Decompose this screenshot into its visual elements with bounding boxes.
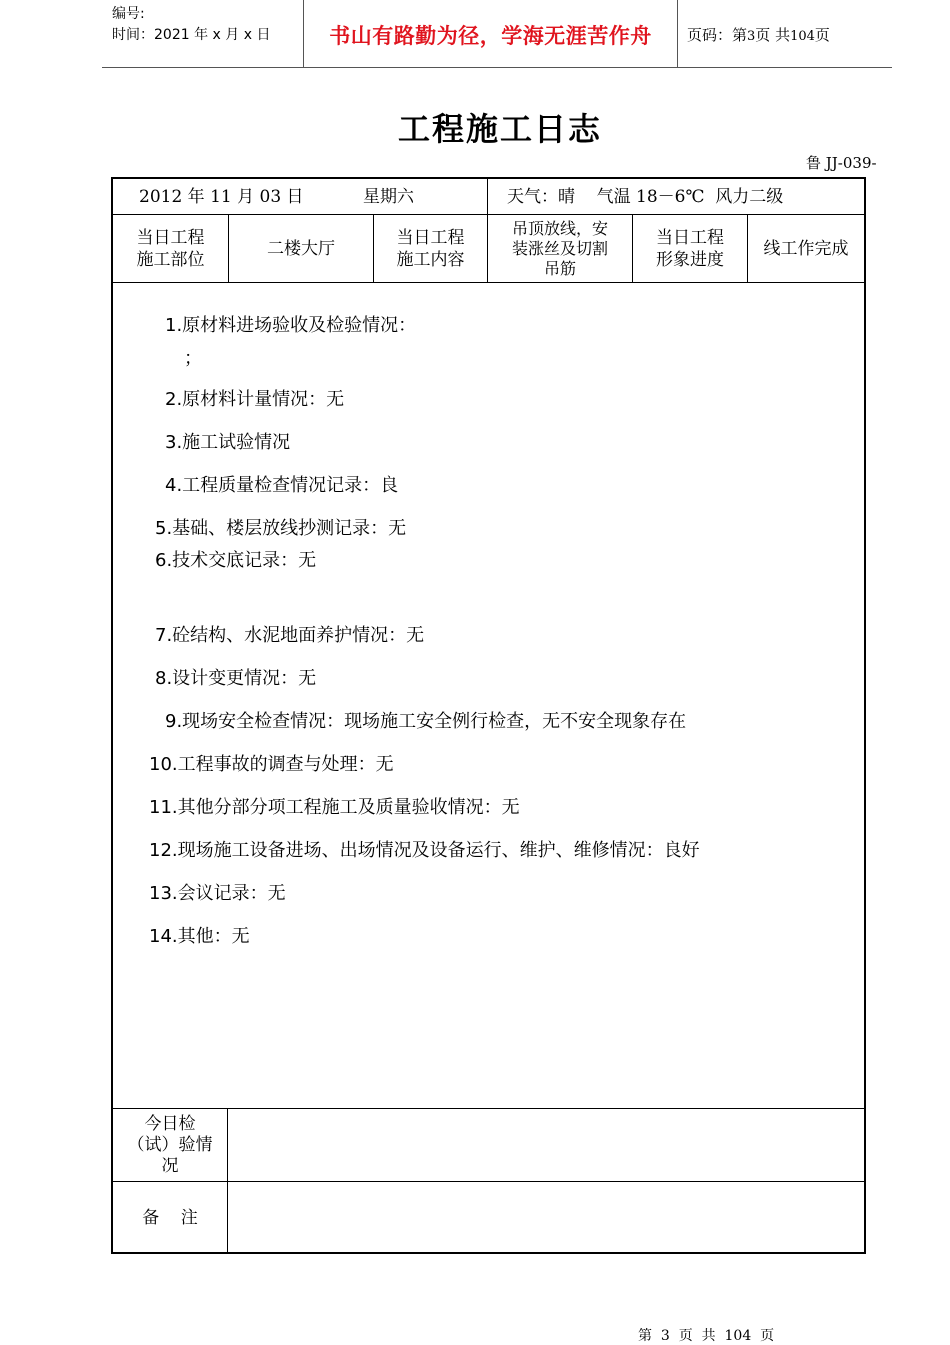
form-code: 鲁 JJ-039- — [806, 154, 877, 172]
log-weather: 天气：晴 气温 18－6℃ 风力二级 — [507, 186, 784, 207]
remarks-value — [228, 1182, 864, 1254]
list-item: 5.基础、楼层放线抄测记录：无 — [155, 518, 407, 539]
time-label: 时间：2021 年 x 月 x 日 — [112, 27, 271, 43]
location-label: 当日工程 施工部位 — [136, 227, 205, 270]
list-item: 14.其他：无 — [149, 926, 250, 947]
page-number: 3 — [747, 29, 756, 44]
list-item: 7.砼结构、水泥地面养护情况：无 — [155, 625, 425, 646]
header-motto: 书山有路勤为径，学海无涯苦作舟 — [329, 23, 652, 48]
content-value: 吊顶放线，安 装涨丝及切割 吊筋 — [511, 218, 608, 278]
list-item: 6.技术交底记录：无 — [155, 550, 317, 571]
list-item: 8.设计变更情况：无 — [155, 668, 317, 689]
number-label: 编号: — [112, 6, 145, 22]
location-value: 二楼大厅 — [267, 238, 335, 259]
list-item: 9.现场安全检查情况：现场施工安全例行检查，无不安全现象存在 — [165, 711, 687, 732]
list-item: 10.工程事故的调查与处理：无 — [149, 754, 394, 775]
list-item: 11.其他分部分项工程施工及质量验收情况：无 — [149, 797, 520, 818]
row1-col-divider — [487, 179, 488, 214]
list-item: 12.现场施工设备进场、出场情况及设备运行、维护、维修情况：良好 — [149, 840, 700, 861]
inspection-label: 今日检 （试）验情 况 — [127, 1113, 213, 1176]
list-item: 1.原材料进场验收及检验情况： — [165, 315, 417, 336]
header-underline — [102, 67, 892, 68]
progress-value: 线工作完成 — [763, 238, 849, 259]
row2-divider — [113, 282, 864, 283]
header-meta — [112, 4, 270, 46]
log-weekday: 星期六 — [363, 186, 414, 207]
list-item: 2.原材料计量情况：无 — [165, 389, 345, 410]
page-footer: 第 3 页 共 104 页 — [638, 1328, 775, 1344]
header-page-info: 页码：第3页 共104页 — [687, 26, 830, 44]
header-divider-right — [677, 0, 678, 68]
page-total: 104 — [790, 29, 815, 44]
list-item: 4.工程质量检查情况记录：良 — [165, 475, 399, 496]
list-item: 3.施工试验情况 — [165, 432, 291, 453]
list-item: ； — [184, 348, 202, 369]
content-label: 当日工程 施工内容 — [396, 227, 465, 270]
list-item: 13.会议记录：无 — [149, 883, 286, 904]
inspection-value — [228, 1109, 864, 1181]
page-title: 工程施工日志 — [397, 110, 602, 148]
log-date: 2012 年 11 月 03 日 — [139, 186, 304, 207]
remarks-label: 备 注 — [142, 1208, 198, 1228]
progress-label: 当日工程 形象进度 — [656, 227, 724, 270]
